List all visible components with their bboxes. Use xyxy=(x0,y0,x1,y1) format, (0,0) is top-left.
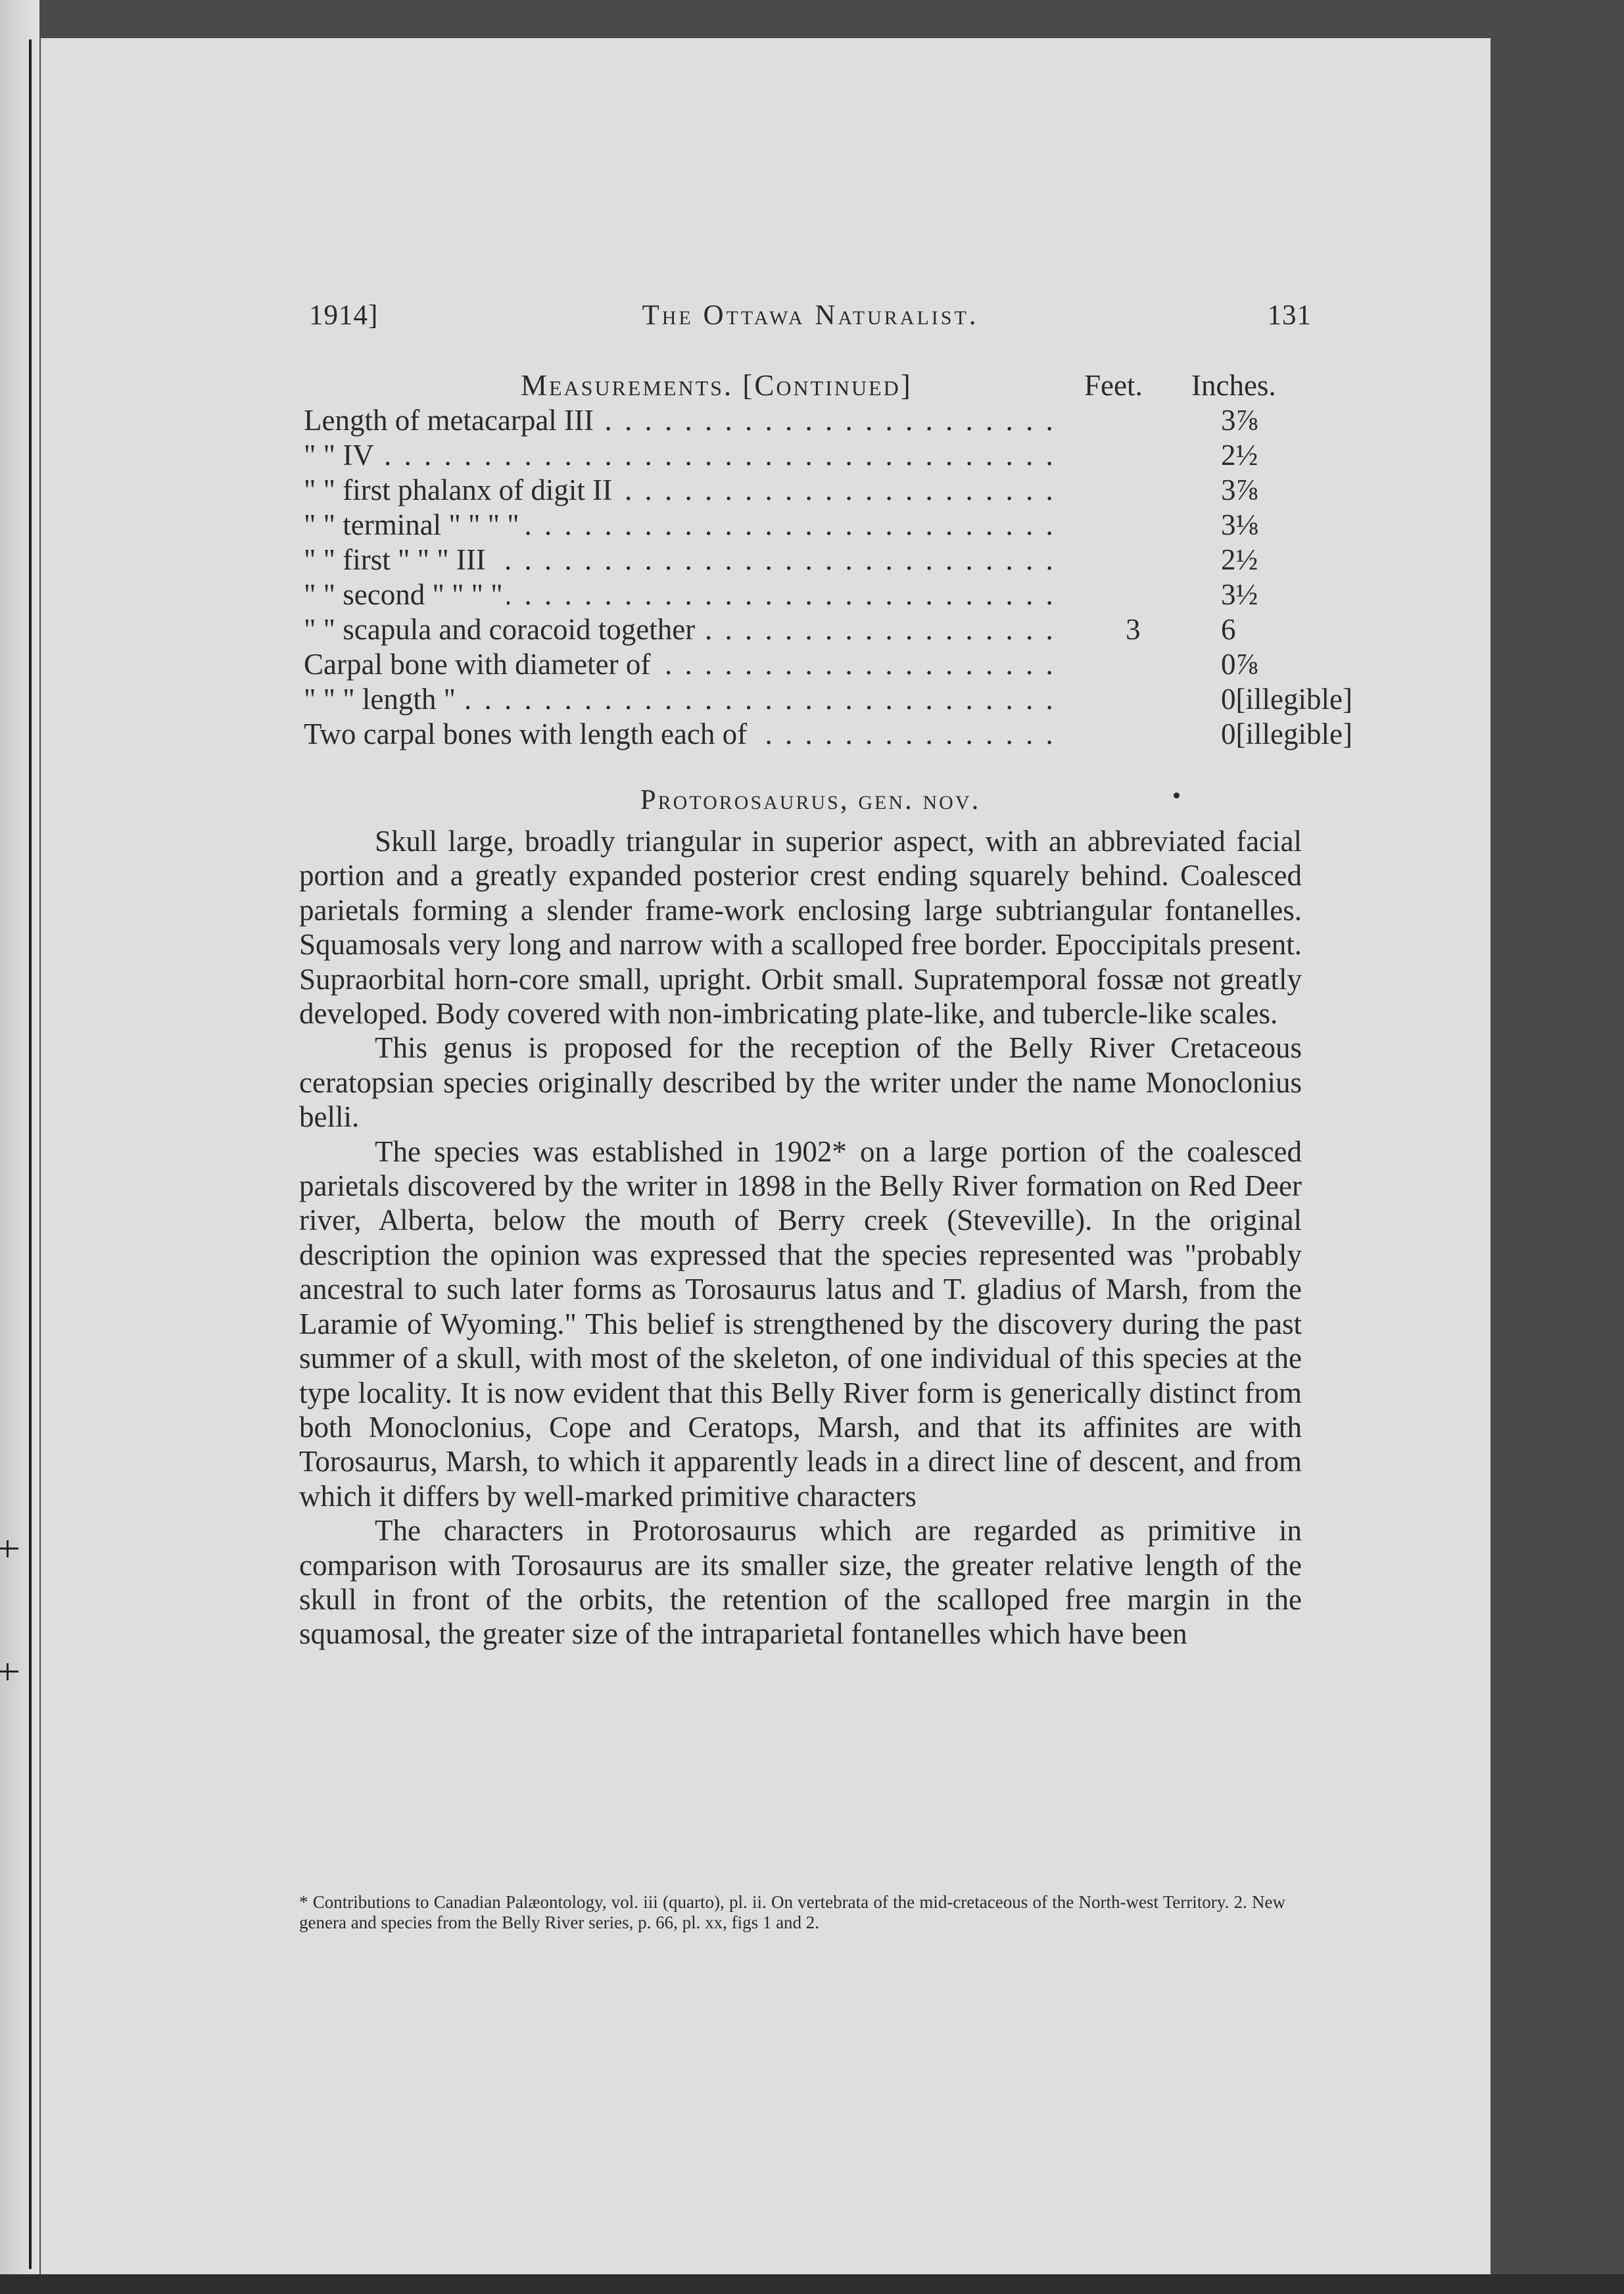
measurement-inches: 3½ xyxy=(1221,578,1258,611)
measurement-row xyxy=(304,577,1293,612)
footnote: * Contributions to Canadian Palæontology, vol. iii (quarto), pl. ii. On vertebrata of the mid-cretaceous of the North-west Territory. 2. New genera and species from the Belly River series, p. 66, pl. xx, figs 1 and 2. xyxy=(299,1892,1285,1932)
book-spine-edge xyxy=(29,39,32,2269)
measurements-table xyxy=(304,368,1352,752)
scan-bottom-edge xyxy=(0,2274,1624,2294)
measurement-row xyxy=(304,612,1293,647)
measurement-inches: 3⅛ xyxy=(1221,508,1258,541)
measurement-inches: 3⅞ xyxy=(1221,404,1258,437)
measurement-inches: 3⅞ xyxy=(1221,474,1258,506)
measurement-row xyxy=(304,438,1293,473)
measurement-label: " " first phalanx of digit II xyxy=(304,474,616,506)
measurement-inches: 6 xyxy=(1221,613,1236,646)
measurement-label: " " second " " " " xyxy=(304,578,507,611)
measurement-inches: 0⅞ xyxy=(1221,648,1258,681)
measurement-row xyxy=(304,543,1293,577)
measurement-label: " " " length " xyxy=(304,683,460,716)
paragraph: Skull large, broadly triangular in superior aspect, with an abbreviated facial portion and a greatly expanded posterior crest ending squarely behind. Coalesced parietals forming a slender frame-work enclosing large subtriangular fontanelles. Squamosals very long and narrow with a scalloped free border. Epoccipitals present. Supraorbital horn-core small, upright. Orbit small. Supratemporal fossæ not greatly developed. Body covered with non-imbricating plate-like, and tubercle-like scales. xyxy=(299,825,1302,1031)
measurement-label: Two carpal bones with length each of xyxy=(304,718,751,750)
measurement-label: Length of metacarpal III xyxy=(304,404,598,437)
paragraph: This genus is proposed for the reception of the Belly River Cretaceous ceratopsian species originally described by the writer under the name Monoclonius belli. xyxy=(299,1031,1302,1134)
measurement-inches: 0[illegible] xyxy=(1221,683,1352,716)
measurement-row xyxy=(304,508,1293,543)
measurement-row xyxy=(304,473,1293,508)
article-body xyxy=(299,824,1302,1651)
column-header-inches: Inches. xyxy=(1191,369,1276,402)
page-number: 131 xyxy=(1267,300,1312,331)
header-journal-title: The Ottawa Naturalist. xyxy=(642,300,979,331)
measurement-feet: 3 xyxy=(1126,613,1141,646)
measurement-inches: 0[illegible] xyxy=(1221,718,1352,750)
header-year: 1914] xyxy=(309,300,379,331)
printer-dot-mark xyxy=(1174,793,1180,798)
measurement-label: " " IV xyxy=(304,439,378,472)
running-header xyxy=(309,299,1312,339)
measurement-label: " " terminal " " " " xyxy=(304,508,523,541)
measurement-label: " " scapula and coracoid together xyxy=(304,613,699,646)
scan-left-edge xyxy=(0,0,39,2294)
column-header-feet: Feet. xyxy=(1084,369,1143,402)
section-heading: Protorosaurus, gen. nov. xyxy=(640,785,981,816)
measurement-label: " " first " " " III xyxy=(304,543,490,576)
measurement-row xyxy=(304,717,1352,752)
measurement-inches: 2½ xyxy=(1221,439,1258,472)
margin-cross-mark xyxy=(0,1548,18,1550)
measurement-row xyxy=(304,403,1293,438)
paragraph: The characters in Protorosaurus which are regarded as primitive in comparison with Torosaurus are its smaller size, the greater relative length of the skull in front of the orbits, the retention of the scalloped free margin in the squamosal, the greater size of the intraparietal fontanelles which have been xyxy=(299,1514,1302,1651)
measurement-inches: 2½ xyxy=(1221,543,1258,576)
measurement-row xyxy=(304,682,1352,717)
measurements-title: Measurements. [Continued] xyxy=(521,369,913,402)
margin-cross-mark xyxy=(0,1671,18,1672)
paragraph: The species was established in 1902* on a large portion of the coalesced parietals discovered by the writer in 1898 in the Belly River formation on Red Deer river, Alberta, below the mouth of Berry creek (Steveville). In the original description the opinion was expressed that the species represented was "probably ancestral to such later forms as Torosaurus latus and T. gladius of Marsh, from the Laramie of Wyoming." This belief is strengthened by the discovery during the past summer of a skull, with most of the skeleton, of one individual of this species at the type locality. It is now evident that this Belly River form is generically distinct from both Monoclonius, Cope and Ceratops, Marsh, and that its affinites are with Torosaurus, Marsh, to which it apparently leads in a direct line of descent, and from which it differs by well-marked primitive characters xyxy=(299,1135,1302,1513)
measurement-label: Carpal bone with diameter of xyxy=(304,648,654,681)
measurement-row xyxy=(304,647,1293,682)
measurements-table-header xyxy=(304,368,1293,403)
